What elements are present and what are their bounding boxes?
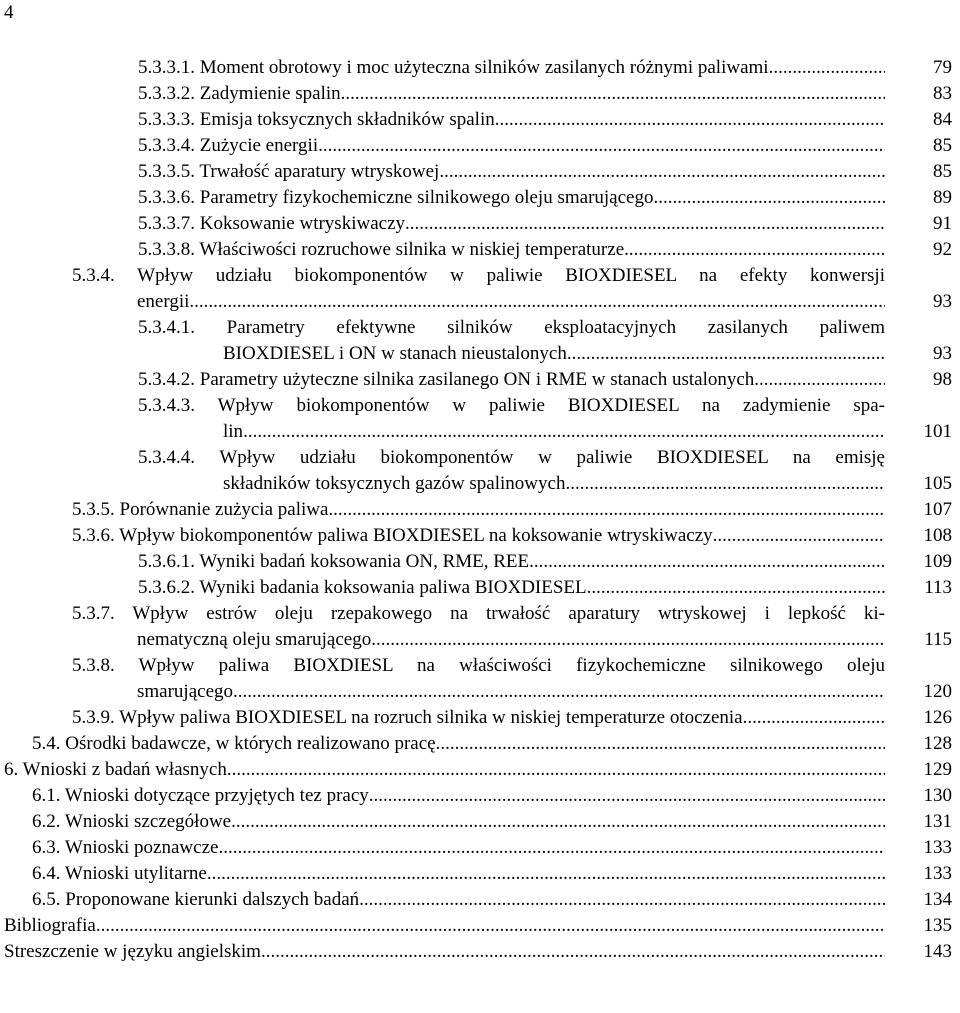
toc-entry-text [138,159,439,185]
toc-page-number: 120 [923,681,952,702]
toc-entry[interactable] [0,757,960,783]
toc-entry-title: Trwałość aparatury wtryskowej [199,161,440,182]
toc-entry[interactable] [0,653,960,705]
toc-entry-title: Właściwości rozruchowe silnika w niskiej temperaturze [199,239,625,260]
dot-leader [405,211,885,237]
toc-entry-title: Proponowane kierunki dalszych badań [65,889,360,910]
toc-page-number: 85 [933,135,952,156]
toc-entry-text [138,55,769,81]
toc-entry[interactable] [0,523,960,549]
toc-entry-number: 6.2. [32,811,65,832]
dot-leader [227,757,885,783]
toc-entry-number: 5.3.4. [72,265,138,286]
toc-entry-text [138,575,587,601]
dot-leader [371,627,885,653]
toc-entry[interactable] [0,731,960,757]
toc-page-number: 83 [933,83,952,104]
dot-leader [233,679,885,705]
dot-leader [231,809,885,835]
toc-entry-number: 6.3. [32,837,65,858]
toc-entry-text [4,913,96,939]
toc-entry-number: 5.3.4.2. [138,369,200,390]
page-number: 4 [4,2,14,23]
toc-entry-title: Zużycie energii [199,135,319,156]
toc-entry-text [72,705,743,731]
toc-entry-title: Wyniki badań koksowania ON, RME, REE [199,551,530,572]
toc-entry-number: 5.3.3.7. [138,213,200,234]
dot-leader [743,705,885,731]
toc-entry-title-continued: nematyczną oleju smarującego [137,629,372,650]
toc-entry-title: Zadymienie spalin [199,83,341,104]
toc-entry-title: Wpływ biokomponentów paliwa BIOXDIESEL na koksowanie wtryskiwaczy [119,525,713,546]
toc-page-number: 133 [923,837,952,858]
toc-entry-number: 5.3.3.5. [138,161,200,182]
toc-page-number: 134 [923,889,952,910]
dot-leader [96,913,885,939]
toc-entry[interactable] [0,783,960,809]
toc-entry[interactable] [0,81,960,107]
toc-page-number: 131 [923,811,952,832]
toc-entry-number: 5.3.3.8. [138,239,200,260]
toc-entry-number: 5.3.4.3. [138,395,218,416]
toc-page-number: 115 [924,629,952,650]
table-of-contents [0,55,960,965]
toc-entry-number: 5.3.6.1. [138,551,200,572]
toc-page-number: 130 [923,785,952,806]
toc-entry-title: Wnioski szczegółowe [64,811,232,832]
toc-entry-text [138,81,341,107]
toc-page-number: 143 [923,941,952,962]
dot-leader [653,185,885,211]
dot-leader [341,81,885,107]
toc-entry-text [32,731,436,757]
toc-entry[interactable] [0,835,960,861]
toc-entry-title: Bibliografia [4,915,96,936]
toc-entry[interactable] [0,809,960,835]
toc-entry[interactable] [0,549,960,575]
toc-page-number: 84 [933,109,952,130]
dot-leader [565,471,885,497]
toc-entry[interactable] [0,445,960,497]
toc-entry-title: Wpływ paliwa BIOXDIESEL na rozruch silnika w niskiej temperaturze otoczenia [119,707,743,728]
toc-entry-number: 5.4. [32,733,66,754]
toc-entry-title: Parametry użyteczne silnika zasilanego ON i RME w stanach ustalonych [199,369,755,390]
toc-page-number: 91 [933,213,952,234]
toc-page-number: 133 [923,863,952,884]
toc-entry-number: 5.3.3.3. [138,109,200,130]
toc-entry-text [32,783,369,809]
dot-leader [495,107,885,133]
dot-leader [567,341,885,367]
toc-entry-text [138,237,624,263]
dot-leader [439,159,885,185]
dot-leader [318,133,885,159]
dot-leader [189,289,885,315]
toc-page-number: 93 [933,343,952,364]
dot-leader [587,575,885,601]
toc-entry-title-continued: lin [223,421,244,442]
toc-entry[interactable] [0,107,960,133]
toc-entry[interactable] [0,159,960,185]
toc-entry-title: Streszczenie w języku angielskim [4,941,261,962]
toc-entry-text [72,497,328,523]
toc-entry-text [138,549,529,575]
toc-entry[interactable] [0,939,960,965]
dot-leader [218,835,885,861]
toc-entry-title-continued: energii [137,291,190,312]
toc-entry-title: Wnioski z badań własnych [22,759,227,780]
toc-entry-number: 5.3.8. [72,655,139,676]
toc-entry-title: Wpływ paliwa BIOXDIESL na właściwości fizykochemiczne silnikowego oleju [138,655,885,676]
toc-entry-title: Parametry efektywne silników eksploatacyjnych zasilanych paliwem [226,317,885,338]
toc-entry-title: Moment obrotowy i moc użyteczna silników zasilanych różnymi paliwami [199,57,769,78]
toc-entry[interactable] [0,133,960,159]
toc-entry-title: Parametry fizykochemiczne silnikowego oleju smarującego [199,187,654,208]
toc-entry-title: Wpływ estrów oleju rzepakowego na trwałość aparatury wtryskowej i lepkość ki- [132,603,885,624]
toc-entry-text [4,939,261,965]
toc-entry-text [32,835,218,861]
toc-entry[interactable] [0,367,960,393]
dot-leader [261,939,885,965]
toc-entry-text [138,185,653,211]
toc-entry[interactable] [0,497,960,523]
toc-entry-number: 5.3.4.4. [138,447,220,468]
toc-entry-title: Koksowanie wtryskiwaczy [199,213,406,234]
toc-entry-text [4,757,227,783]
toc-entry-title: Ośrodki badawcze, w których realizowano pracę [65,733,436,754]
dot-leader [769,55,885,81]
toc-entry-title: Wnioski dotyczące przyjętych tez pracy [64,785,369,806]
toc-page-number: 93 [933,291,952,312]
toc-entry-title: Wpływ udziału biokomponentów w paliwie BIOXDIESEL na emisję [219,447,885,468]
toc-entry-number: 5.3.4.1. [138,317,227,338]
toc-entry-title: Wnioski poznawcze [64,837,219,858]
toc-entry-title: Emisja toksycznych składników spalin [199,109,495,130]
toc-entry-number: 5.3.6.2. [138,577,200,598]
toc-entry-title-continued: smarującego [137,681,234,702]
toc-page-number: 79 [933,57,952,78]
toc-entry-number: 6.1. [32,785,65,806]
toc-entry[interactable] [0,185,960,211]
toc-entry-number: 5.3.6. [72,525,120,546]
toc-entry-title-continued: składników toksycznych gazów spalinowych [223,473,566,494]
toc-entry[interactable] [0,211,960,237]
toc-entry-title: Wyniki badania koksowania paliwa BIOXDIESEL [199,577,587,598]
toc-entry[interactable] [0,237,960,263]
toc-entry-number: 5.3.3.2. [138,83,200,104]
toc-page-number: 107 [923,499,952,520]
toc-entry-text [138,367,754,393]
dot-leader [529,549,885,575]
toc-entry-text [32,887,359,913]
dot-leader [624,237,885,263]
toc-entry-text [32,861,207,887]
toc-entry[interactable] [0,55,960,81]
toc-entry-number: 5.3.3.4. [138,135,200,156]
toc-entry-number: 5.3.9. [72,707,120,728]
toc-entry-text [138,211,405,237]
toc-page-number: 105 [923,473,952,494]
toc-entry[interactable] [0,393,960,445]
toc-entry-number: 6. [4,759,23,780]
toc-entry-number: 6.4. [32,863,65,884]
toc-entry-text [138,107,495,133]
dot-leader [436,731,885,757]
toc-page-number: 98 [933,369,952,390]
toc-entry-text [72,523,713,549]
toc-entry-title: Wpływ udziału biokomponentów w paliwie BIOXDIESEL na efekty konwersji [137,265,885,286]
toc-entry-title: Porównanie zużycia paliwa [119,499,329,520]
toc-entry-number: 6.5. [32,889,66,910]
dot-leader [359,887,885,913]
toc-entry-number: 5.3.3.6. [138,187,200,208]
toc-page-number: 92 [933,239,952,260]
toc-page-number: 89 [933,187,952,208]
toc-entry-title-continued: BIOXDIESEL i ON w stanach nieustalonych [223,343,567,364]
toc-page-number: 85 [933,161,952,182]
dot-leader [369,783,885,809]
toc-entry-number: 5.3.3.1. [138,57,200,78]
toc-entry[interactable] [0,705,960,731]
toc-entry[interactable] [0,315,960,367]
toc-page-number: 108 [923,525,952,546]
dot-leader [207,861,885,887]
dot-leader [328,497,885,523]
toc-page-number: 128 [923,733,952,754]
toc-page-number: 109 [923,551,952,572]
toc-page-number: 101 [923,421,952,442]
toc-entry-title: Wnioski utylitarne [64,863,207,884]
dot-leader [713,523,885,549]
toc-entry[interactable] [0,861,960,887]
dot-leader [754,367,885,393]
toc-page-number: 113 [924,577,952,598]
toc-entry-text [138,133,318,159]
toc-entry[interactable] [0,887,960,913]
toc-entry[interactable] [0,575,960,601]
toc-page-number: 135 [923,915,952,936]
dot-leader [243,419,885,445]
toc-page-number: 129 [923,759,952,780]
toc-entry[interactable] [0,913,960,939]
toc-entry-text [32,809,231,835]
toc-entry-title: Wpływ biokomponentów w paliwie BIOXDIESEL na zadymienie spa- [217,395,885,416]
toc-entry[interactable] [0,263,960,315]
toc-entry-number: 5.3.7. [72,603,133,624]
toc-entry[interactable] [0,601,960,653]
toc-page-number: 126 [923,707,952,728]
toc-entry-number: 5.3.5. [72,499,120,520]
